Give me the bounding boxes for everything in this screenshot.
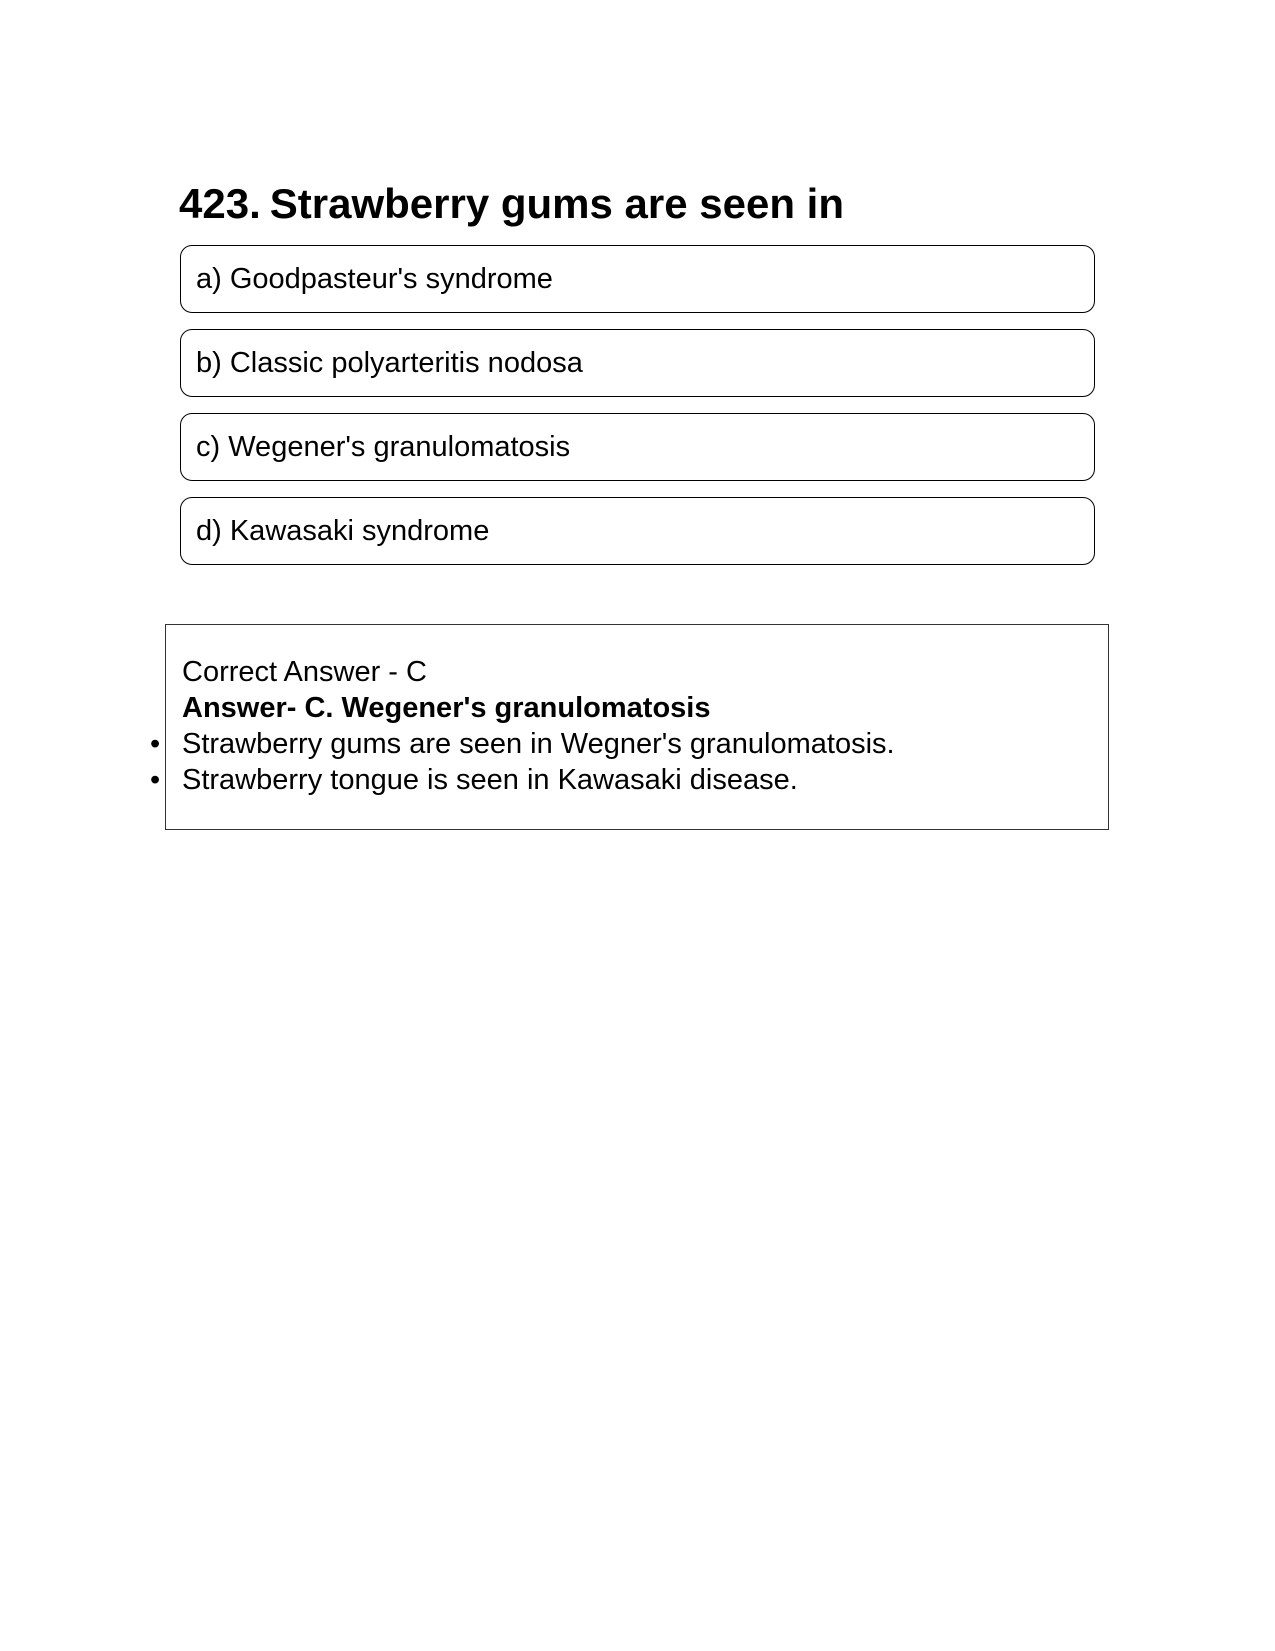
explanation-text: Strawberry gums are seen in Wegner's granulomatosis. [182,728,895,760]
option-a[interactable] [180,245,1095,313]
answer-heading: Answer- C. Wegener's granulomatosis [182,692,711,724]
option-label: b) Classic polyarteritis nodosa [196,346,583,379]
bullet-icon: • [150,728,161,760]
option-label: d) Kawasaki syndrome [196,514,490,547]
explanation-item [150,762,895,798]
option-label: a) Goodpasteur's syndrome [196,262,553,295]
question-text: Strawberry gums are seen in [269,180,844,227]
answer-box [150,624,1109,830]
options-list [180,245,1095,581]
option-d[interactable] [180,497,1095,565]
answer-content [150,654,895,798]
bullet-icon: • [150,764,161,796]
explanation-list [150,726,895,798]
explanation-text: Strawberry tongue is seen in Kawasaki disease. [182,764,798,796]
option-label: c) Wegener's granulomatosis [196,430,571,463]
question-number: 423. [179,180,261,227]
explanation-item [150,726,895,762]
option-c[interactable] [180,413,1095,481]
option-b[interactable] [180,329,1095,397]
correct-answer-line: Correct Answer - C [182,656,427,688]
question-title [179,178,844,230]
